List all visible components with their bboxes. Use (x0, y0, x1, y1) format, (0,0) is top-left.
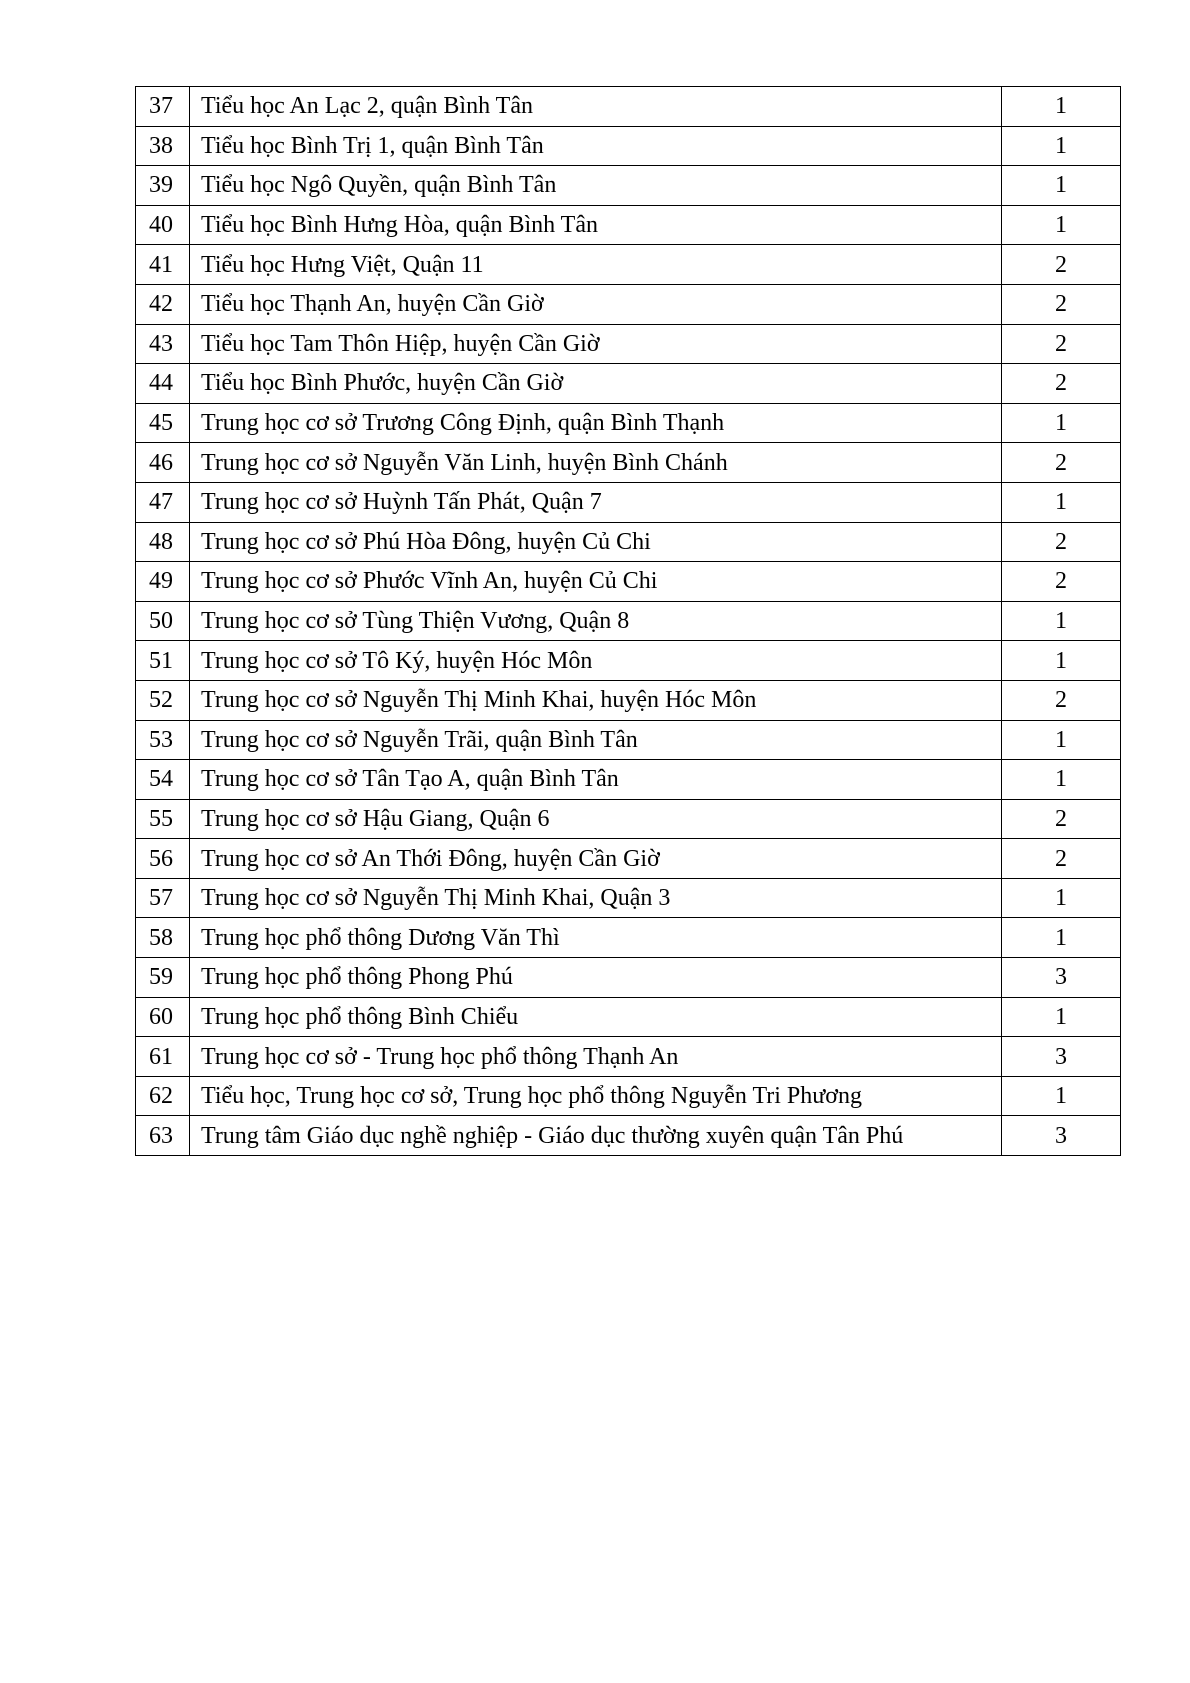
quantity: 2 (1002, 443, 1121, 483)
school-name: Tiểu học Bình Phước, huyện Cần Giờ (190, 364, 1002, 404)
table-row (136, 87, 1121, 127)
school-table (135, 86, 1121, 1156)
quantity: 2 (1002, 284, 1121, 324)
row-number: 57 (136, 878, 190, 918)
quantity: 2 (1002, 245, 1121, 285)
school-name: Trung học phổ thông Phong Phú (190, 958, 1002, 998)
table-row (136, 522, 1121, 562)
table-row (136, 839, 1121, 879)
table-row (136, 1116, 1121, 1156)
row-number: 62 (136, 1076, 190, 1116)
row-number: 51 (136, 641, 190, 681)
row-number: 60 (136, 997, 190, 1037)
row-number: 61 (136, 1037, 190, 1077)
quantity: 2 (1002, 562, 1121, 602)
quantity: 1 (1002, 878, 1121, 918)
school-name: Tiểu học, Trung học cơ sở, Trung học phổ thông Nguyễn Tri Phương (190, 1076, 1002, 1116)
row-number: 50 (136, 601, 190, 641)
quantity: 1 (1002, 760, 1121, 800)
school-name: Trung học cơ sở Nguyễn Trãi, quận Bình Tân (190, 720, 1002, 760)
school-name: Trung học cơ sở Nguyễn Thị Minh Khai, huyện Hóc Môn (190, 680, 1002, 720)
table-row (136, 324, 1121, 364)
table-row (136, 482, 1121, 522)
table-row (136, 1037, 1121, 1077)
quantity: 1 (1002, 997, 1121, 1037)
table-row (136, 720, 1121, 760)
row-number: 44 (136, 364, 190, 404)
table-row (136, 958, 1121, 998)
quantity: 2 (1002, 680, 1121, 720)
school-name: Trung học cơ sở Nguyễn Thị Minh Khai, Quận 3 (190, 878, 1002, 918)
row-number: 55 (136, 799, 190, 839)
row-number: 58 (136, 918, 190, 958)
quantity: 2 (1002, 364, 1121, 404)
table-row (136, 680, 1121, 720)
school-name: Trung học cơ sở Tân Tạo A, quận Bình Tân (190, 760, 1002, 800)
table-row (136, 760, 1121, 800)
school-name: Trung học cơ sở Phú Hòa Đông, huyện Củ Chi (190, 522, 1002, 562)
quantity: 3 (1002, 1116, 1121, 1156)
school-name: Trung học phổ thông Bình Chiểu (190, 997, 1002, 1037)
row-number: 41 (136, 245, 190, 285)
table-row (136, 1076, 1121, 1116)
quantity: 1 (1002, 166, 1121, 206)
row-number: 56 (136, 839, 190, 879)
quantity: 1 (1002, 205, 1121, 245)
table-row (136, 166, 1121, 206)
school-name: Trung học cơ sở - Trung học phổ thông Thạnh An (190, 1037, 1002, 1077)
school-name: Trung học cơ sở Hậu Giang, Quận 6 (190, 799, 1002, 839)
school-name: Trung tâm Giáo dục nghề nghiệp - Giáo dục thường xuyên quận Tân Phú (190, 1116, 1002, 1156)
school-name: Trung học cơ sở Nguyễn Văn Linh, huyện Bình Chánh (190, 443, 1002, 483)
quantity: 1 (1002, 403, 1121, 443)
table-row (136, 562, 1121, 602)
quantity: 2 (1002, 522, 1121, 562)
quantity: 3 (1002, 1037, 1121, 1077)
table-row (136, 205, 1121, 245)
table-row (136, 245, 1121, 285)
school-name: Trung học cơ sở Phước Vĩnh An, huyện Củ Chi (190, 562, 1002, 602)
school-name: Tiểu học Hưng Việt, Quận 11 (190, 245, 1002, 285)
school-name: Trung học cơ sở Tùng Thiện Vương, Quận 8 (190, 601, 1002, 641)
school-name: Tiểu học Tam Thôn Hiệp, huyện Cần Giờ (190, 324, 1002, 364)
table-row (136, 641, 1121, 681)
quantity: 1 (1002, 87, 1121, 127)
row-number: 54 (136, 760, 190, 800)
row-number: 45 (136, 403, 190, 443)
table-row (136, 799, 1121, 839)
table-row (136, 284, 1121, 324)
table-row (136, 403, 1121, 443)
quantity: 2 (1002, 799, 1121, 839)
school-table-body (136, 87, 1121, 1156)
quantity: 1 (1002, 641, 1121, 681)
table-row (136, 997, 1121, 1037)
school-name: Tiểu học An Lạc 2, quận Bình Tân (190, 87, 1002, 127)
row-number: 42 (136, 284, 190, 324)
school-name: Trung học cơ sở Trương Công Định, quận Bình Thạnh (190, 403, 1002, 443)
school-name: Trung học cơ sở An Thới Đông, huyện Cần Giờ (190, 839, 1002, 879)
table-row (136, 443, 1121, 483)
row-number: 49 (136, 562, 190, 602)
row-number: 39 (136, 166, 190, 206)
row-number: 40 (136, 205, 190, 245)
row-number: 59 (136, 958, 190, 998)
table-row (136, 126, 1121, 166)
quantity: 1 (1002, 126, 1121, 166)
quantity: 1 (1002, 482, 1121, 522)
quantity: 1 (1002, 1076, 1121, 1116)
quantity: 2 (1002, 839, 1121, 879)
row-number: 48 (136, 522, 190, 562)
school-name: Tiểu học Bình Trị 1, quận Bình Tân (190, 126, 1002, 166)
quantity: 1 (1002, 918, 1121, 958)
table-row (136, 918, 1121, 958)
table-row (136, 878, 1121, 918)
school-name: Trung học cơ sở Huỳnh Tấn Phát, Quận 7 (190, 482, 1002, 522)
row-number: 38 (136, 126, 190, 166)
quantity: 3 (1002, 958, 1121, 998)
quantity: 1 (1002, 720, 1121, 760)
school-name: Trung học cơ sở Tô Ký, huyện Hóc Môn (190, 641, 1002, 681)
school-name: Tiểu học Ngô Quyền, quận Bình Tân (190, 166, 1002, 206)
row-number: 46 (136, 443, 190, 483)
school-name: Tiểu học Bình Hưng Hòa, quận Bình Tân (190, 205, 1002, 245)
row-number: 47 (136, 482, 190, 522)
row-number: 52 (136, 680, 190, 720)
school-name: Tiểu học Thạnh An, huyện Cần Giờ (190, 284, 1002, 324)
quantity: 1 (1002, 601, 1121, 641)
row-number: 63 (136, 1116, 190, 1156)
table-row (136, 364, 1121, 404)
table-row (136, 601, 1121, 641)
quantity: 2 (1002, 324, 1121, 364)
row-number: 37 (136, 87, 190, 127)
row-number: 53 (136, 720, 190, 760)
school-name: Trung học phổ thông Dương Văn Thì (190, 918, 1002, 958)
row-number: 43 (136, 324, 190, 364)
